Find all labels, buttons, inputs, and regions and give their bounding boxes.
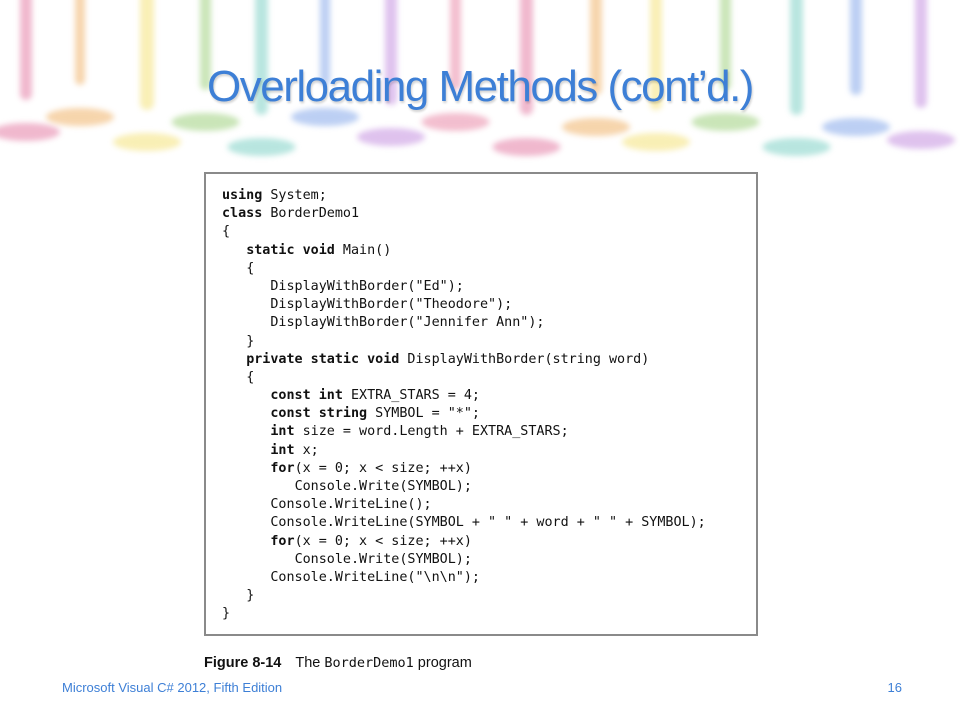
code-text: BorderDemo1 xyxy=(262,206,360,222)
code-indent xyxy=(222,588,246,603)
code-indent xyxy=(222,424,270,439)
code-text: Main() xyxy=(334,242,392,258)
code-text: DisplayWithBorder("Ed"); xyxy=(270,278,464,294)
code-indent xyxy=(222,334,246,349)
code-text: System; xyxy=(262,188,327,203)
code-keyword: int xyxy=(270,442,295,458)
code-line xyxy=(222,496,706,514)
code-line xyxy=(222,242,706,260)
code-line xyxy=(222,605,706,623)
code-text: } xyxy=(246,333,255,349)
code-line xyxy=(222,351,706,369)
code-indent xyxy=(222,243,246,258)
code-text: { xyxy=(222,224,231,240)
code-line xyxy=(222,405,706,423)
code-indent xyxy=(222,352,246,367)
code-line xyxy=(222,460,706,478)
code-indent xyxy=(222,534,270,549)
code-text: x; xyxy=(294,442,319,458)
code-line xyxy=(222,514,706,532)
code-figure xyxy=(204,172,758,636)
code-indent xyxy=(222,461,270,476)
code-indent xyxy=(222,406,270,421)
figure-caption xyxy=(204,655,472,671)
code-line xyxy=(222,387,706,405)
figure-number: Figure 8-14 xyxy=(204,655,282,671)
code-text: DisplayWithBorder(string word) xyxy=(399,351,650,367)
code-text: (x = 0; x < size; ++x) xyxy=(294,533,472,549)
code-listing xyxy=(222,187,706,624)
code-line xyxy=(222,533,706,551)
code-indent xyxy=(222,479,295,494)
code-indent xyxy=(222,443,270,458)
code-line xyxy=(222,260,706,278)
code-indent xyxy=(222,279,270,294)
code-text: Console.WriteLine(SYMBOL + " " + word + " " + SYMBOL); xyxy=(270,515,706,531)
code-text: DisplayWithBorder("Theodore"); xyxy=(270,297,513,313)
page-number: 16 xyxy=(887,680,902,695)
code-indent xyxy=(222,497,270,512)
code-line xyxy=(222,278,706,296)
code-indent xyxy=(222,315,270,330)
code-keyword: static void xyxy=(246,242,335,258)
code-line xyxy=(222,551,706,569)
code-keyword: const string xyxy=(270,406,368,422)
code-line xyxy=(222,423,706,441)
code-text: (x = 0; x < size; ++x) xyxy=(294,460,472,476)
code-line xyxy=(222,187,706,205)
code-indent xyxy=(222,552,295,567)
code-text: EXTRA_STARS = 4; xyxy=(342,388,480,404)
code-keyword: for xyxy=(270,533,295,549)
code-keyword: class xyxy=(222,206,263,222)
code-text: Console.Write(SYMBOL); xyxy=(294,479,472,494)
code-text: { xyxy=(246,369,255,385)
code-line xyxy=(222,442,706,460)
code-line xyxy=(222,587,706,605)
code-indent xyxy=(222,388,270,403)
code-line xyxy=(222,478,706,496)
caption-pre: The xyxy=(295,655,325,671)
code-text: } xyxy=(222,606,231,622)
code-line xyxy=(222,369,706,387)
code-keyword: using xyxy=(222,188,263,203)
code-line xyxy=(222,296,706,314)
code-keyword: int xyxy=(270,424,295,440)
code-text: size = word.Length + EXTRA_STARS; xyxy=(294,424,569,440)
code-indent xyxy=(222,570,270,585)
code-text: Console.WriteLine("\n\n"); xyxy=(270,569,480,585)
code-keyword: private static void xyxy=(246,351,400,367)
slide-title: Overloading Methods (cont’d.) xyxy=(207,62,753,111)
code-keyword: const int xyxy=(270,388,343,404)
code-line xyxy=(222,333,706,351)
code-indent xyxy=(222,370,246,385)
code-text: } xyxy=(246,588,255,604)
caption-post: program xyxy=(413,655,472,671)
code-indent xyxy=(222,297,270,312)
footer-book-title: Microsoft Visual C# 2012, Fifth Edition xyxy=(62,680,283,695)
code-line xyxy=(222,569,706,587)
code-line xyxy=(222,314,706,332)
code-text: SYMBOL = "*"; xyxy=(367,406,480,422)
code-text: Console.Write(SYMBOL); xyxy=(294,551,472,567)
code-text: Console.WriteLine(); xyxy=(270,497,432,513)
code-line xyxy=(222,223,706,241)
code-text: { xyxy=(246,260,255,276)
code-line xyxy=(222,205,706,223)
code-text: DisplayWithBorder("Jennifer Ann"); xyxy=(270,315,545,331)
code-indent xyxy=(222,515,270,530)
code-indent xyxy=(222,261,246,276)
caption-program-name: BorderDemo1 xyxy=(324,655,414,671)
code-keyword: for xyxy=(270,460,295,476)
